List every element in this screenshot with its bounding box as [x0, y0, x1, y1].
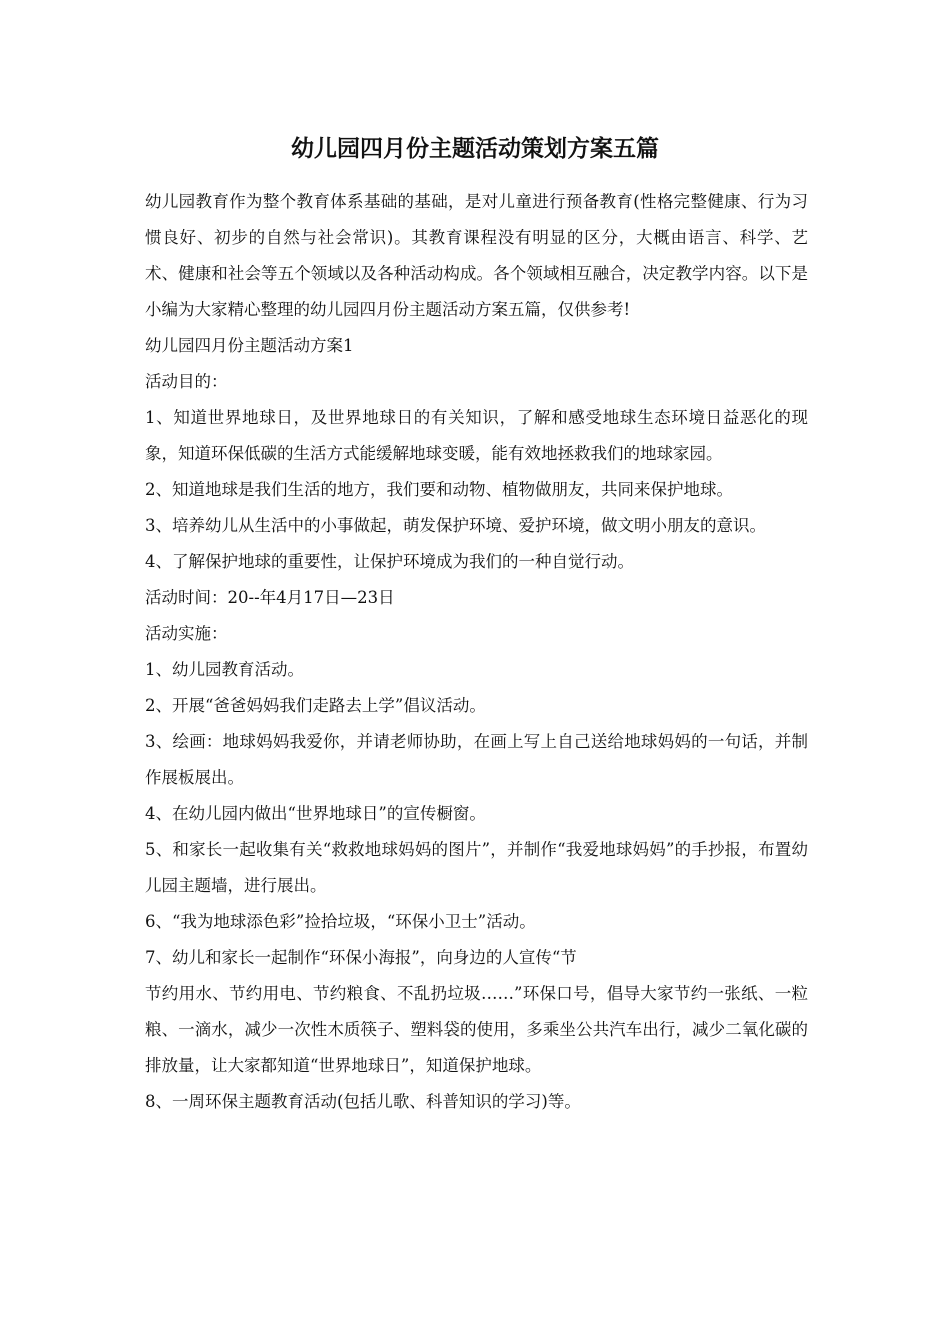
purpose-item-4: 4、了解保护地球的重要性，让保护环境成为我们的一种自觉行动。	[145, 552, 634, 571]
intro-paragraph: 幼儿园教育作为整个教育体系基础的基础，是对儿童进行预备教育(性格完整健康、行为习惯良好、初步的自然与社会常识)。其教育课程没有明显的区分，大概由语言、科学、艺术、健康和社会等五个领域以及各种活动构成。各个领域相互融合，决定教学内容。以下是小编为大家精心整理的幼儿园四月份主题活动方案五篇，仅供参考!	[145, 192, 808, 319]
document-title: 幼儿园四月份主题活动策划方案五篇	[291, 135, 659, 162]
purpose-item-1: 1、知道世界地球日，及世界地球日的有关知识，了解和感受地球生态环境日益恶化的现象，知道环保低碳的生活方式能缓解地球变暖，能有效地拯救我们的地球家园。	[145, 408, 808, 463]
section-heading: 幼儿园四月份主题活动方案1	[145, 336, 354, 355]
implementation-item-1: 1、幼儿园教育活动。	[145, 660, 304, 679]
subheading-purpose: 活动目的：	[145, 372, 228, 391]
implementation-item-8: 8、一周环保主题教育活动(包括儿歌、科普知识的学习)等。	[145, 1092, 581, 1111]
implementation-item-4: 4、在幼儿园内做出“世界地球日”的宣传橱窗。	[145, 804, 486, 823]
implementation-item-6: 6、“我为地球添色彩”捡拾垃圾，“环保小卫士”活动。	[145, 912, 536, 931]
activity-time: 活动时间：20--年4月17日—23日	[145, 588, 395, 607]
implementation-item-5: 5、和家长一起收集有关“救救地球妈妈的图片”，并制作“我爱地球妈妈”的手抄报，布置幼儿园主题墙，进行展出。	[145, 840, 808, 895]
implementation-item-7: 7、幼儿和家长一起制作“环保小海报”，向身边的人宣传“节	[145, 948, 577, 967]
subheading-implementation: 活动实施：	[145, 624, 228, 643]
purpose-item-3: 3、培养幼儿从生活中的小事做起，萌发保护环境、爱护环境，做文明小朋友的意识。	[145, 516, 766, 535]
purpose-item-2: 2、知道地球是我们生活的地方，我们要和动物、植物做朋友，共同来保护地球。	[145, 480, 733, 499]
implementation-item-2: 2、开展“爸爸妈妈我们走路去上学”倡议活动。	[145, 696, 486, 715]
document-body	[145, 184, 808, 1120]
implementation-item-7-continued: 节约用水、节约用电、节约粮食、不乱扔垃圾……”环保口号，倡导大家节约一张纸、一粒粮、一滴水，减少一次性木质筷子、塑料袋的使用，多乘坐公共汽车出行，减少二氧化碳的排放量，让大家都知道“世界地球日”，知道保护地球。	[145, 984, 808, 1075]
implementation-item-3: 3、绘画：地球妈妈我爱你，并请老师协助，在画上写上自己送给地球妈妈的一句话，并制作展板展出。	[145, 732, 808, 787]
